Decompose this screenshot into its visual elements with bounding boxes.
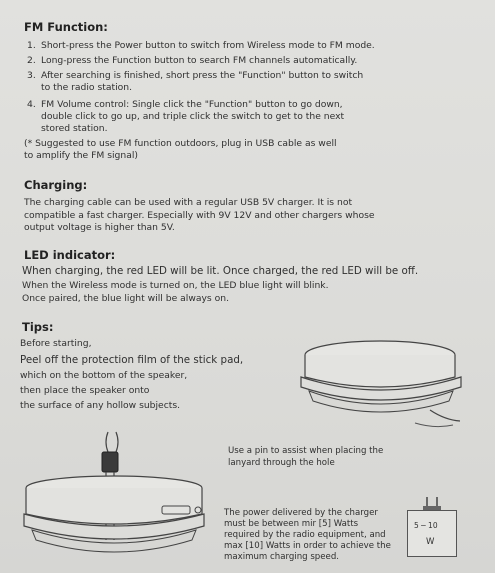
charging-title: Charging:: [24, 178, 88, 192]
led-line-3: Once paired, the blue light will be always on.: [22, 293, 229, 304]
charger-power-label: [407, 510, 457, 557]
fm-item-4-cont-1: double click to go up, and triple click the switch to get to the next: [41, 111, 345, 122]
power-caption-2: must be between mir [5] Watts: [224, 519, 359, 529]
tips-line-4: then place the speaker onto: [20, 385, 150, 396]
lanyard-speaker-illustration: [22, 430, 222, 570]
fm-item-4: 4. FM Volume control: Single click the "Function" button to go down,: [27, 99, 343, 110]
led-line-1: When charging, the red LED will be lit. Once charged, the red LED will be off.: [22, 265, 419, 277]
fm-item-1: 1. Short-press the Power button to switch from Wireless mode to FM mode.: [27, 40, 375, 51]
power-caption-3: required by the radio equipment, and: [224, 530, 386, 540]
speaker-illustration: [295, 325, 475, 435]
charger-unit: W: [426, 537, 435, 547]
power-caption-1: The power delivered by the charger: [224, 508, 378, 518]
fm-note-2: to amplify the FM signal): [24, 150, 138, 161]
fm-note-1: (* Suggested to use FM function outdoors, plug in USB cable as well: [24, 138, 337, 149]
tips-line-5: the surface of any hollow subjects.: [20, 400, 181, 411]
charging-line-1: The charging cable can be used with a regular USB 5V charger. It is not: [24, 197, 353, 208]
tips-line-1: Before starting,: [20, 338, 92, 349]
charger-range: 5 ─ 10: [414, 521, 438, 530]
lanyard-caption-2: lanyard through the hole: [228, 458, 335, 468]
tips-line-3: which on the bottom of the speaker,: [20, 370, 188, 381]
fm-item-3-cont: to the radio station.: [41, 82, 133, 93]
power-caption-5: maximum charging speed.: [224, 552, 340, 562]
fm-item-4-cont-2: stored station.: [41, 123, 108, 134]
charger-plug-icon: [417, 495, 447, 511]
fm-item-2: 2. Long-press the Function button to search FM channels automatically.: [27, 55, 358, 66]
power-caption-4: max [10] Watts in order to achieve the: [224, 541, 391, 551]
charging-line-2: compatible a fast charger. Especially with 9V 12V and other chargers whose: [24, 210, 375, 221]
lanyard-caption-1: Use a pin to assist when placing the: [228, 446, 384, 456]
led-title: LED indicator:: [24, 248, 116, 262]
tips-title: Tips:: [22, 320, 54, 334]
tips-line-2: Peel off the protection film of the stick pad,: [20, 354, 244, 366]
fm-title: FM Function:: [24, 20, 108, 34]
fm-item-3: 3. After searching is finished, short press the "Function" button to switch: [27, 70, 364, 81]
led-line-2: When the Wireless mode is turned on, the LED blue light will blink.: [22, 280, 329, 291]
charging-line-3: output voltage is higher than 5V.: [24, 222, 175, 233]
